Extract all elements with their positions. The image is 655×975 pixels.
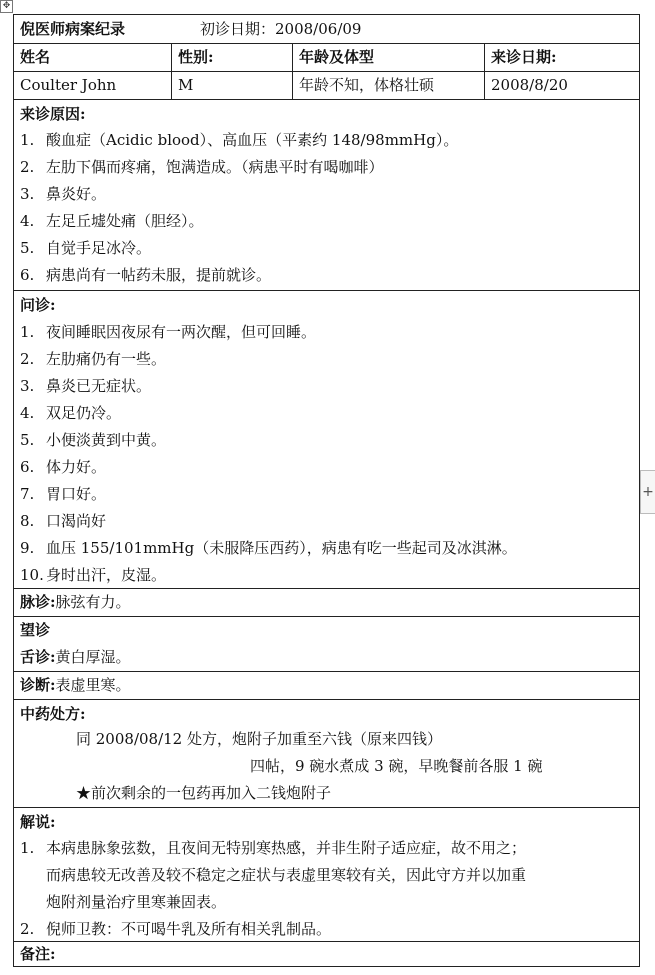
pulse-title: 脉诊:: [20, 593, 56, 611]
title-row: [14, 15, 639, 43]
list-item: 7. 胃口好。: [20, 485, 107, 503]
list-item-continuation: 炮附剂量治疗里寒兼固表。: [46, 893, 227, 911]
table-move-handle-icon[interactable]: ✥: [0, 0, 13, 13]
info-header-row: [14, 43, 639, 71]
prescription-section: [14, 699, 639, 807]
list-item: 8. 口渴尚好: [20, 512, 107, 530]
prescription-line-1: 同 2008/08/12 处方，炮附子加重至六钱（原来四钱）: [76, 730, 442, 748]
name-header: 姓名: [20, 48, 51, 66]
medical-record-table: [13, 14, 640, 967]
tongue-text: 黄白厚湿。: [55, 648, 131, 666]
info-value-row: [14, 71, 639, 99]
tongue-title: 舌诊:: [20, 648, 56, 666]
list-item-continuation: 而病患较无改善及较不稳定之症状与表虚里寒较有关，因此守方并以加重: [46, 866, 527, 884]
diagnosis-title: 诊断:: [20, 676, 56, 694]
notes-section: [14, 941, 639, 968]
notes-title: 备注:: [20, 945, 56, 963]
list-item: 5. 自觉手足冰冷。: [20, 239, 152, 257]
diagnosis-section: [14, 671, 639, 699]
patient-name: Coulter John: [20, 76, 117, 94]
explanation-title: 解说:: [20, 813, 56, 831]
observe-title: 望诊: [20, 621, 51, 639]
reason-title: 来诊原因:: [20, 105, 86, 123]
inquiry-title: 问诊:: [20, 296, 56, 314]
list-item: 1. 夜间睡眠因夜尿有一两次醒，但可回睡。: [20, 323, 317, 341]
reason-section: [14, 99, 639, 290]
diagnosis-text: 表虚里寒。: [55, 676, 131, 694]
list-item: 10. 身时出汗，皮湿。: [20, 566, 167, 584]
pulse-text: 脉弦有力。: [55, 593, 131, 611]
list-item: 6. 体力好。: [20, 458, 107, 476]
list-item: 2. 倪师卫教：不可喝牛乳及所有相关乳制品。: [20, 920, 332, 938]
explanation-section: [14, 807, 639, 941]
visit-date: 2008/8/20: [484, 72, 641, 99]
patient-gender: M: [171, 72, 292, 99]
list-item: 2. 左肋痛仍有一些。: [20, 350, 167, 368]
prescription-line-2: 四帖，9 碗水煮成 3 碗，早晚餐前各服 1 碗: [250, 757, 543, 775]
observe-section: [14, 616, 639, 671]
list-item: 4. 双足仍冷。: [20, 404, 122, 422]
list-item: 1. 本病患脉象弦数，且夜间无特别寒热感，并非生附子适应症，故不用之；: [20, 839, 527, 857]
list-item: 2. 左肋下偶而疼痛，饱满造成。（病患平时有喝咖啡）: [20, 158, 384, 176]
prescription-line-3: ★前次剩余的一包药再加入二钱炮附子: [76, 784, 332, 802]
inquiry-section: [14, 290, 639, 588]
list-item: 5. 小便淡黄到中黄。: [20, 431, 167, 449]
visit-date-header: 来诊日期:: [484, 44, 641, 71]
list-item: 1. 酸血症（Acidic blood）、高血压（平素约 148/98mmHg）。: [20, 131, 459, 149]
list-item: 3. 鼻炎好。: [20, 185, 107, 203]
age-build-header: 年龄及体型: [292, 44, 484, 71]
first-visit-date: 初诊日期：2008/06/09: [200, 20, 362, 38]
patient-age-build: 年龄不知，体格壮硕: [292, 72, 484, 99]
list-item: 6. 病患尚有一帖药未服，提前就诊。: [20, 266, 272, 284]
gender-header: 性别:: [171, 44, 292, 71]
list-item: 4. 左足丘墟处痛（胆经）。: [20, 212, 204, 230]
list-item: 3. 鼻炎已无症状。: [20, 377, 152, 395]
prescription-title: 中药处方:: [20, 705, 86, 723]
list-item: 9. 血压 155/101mmHg（未服降压西药），病患有吃一些起司及冰淇淋。: [20, 539, 517, 557]
add-column-plus-icon[interactable]: +: [640, 470, 655, 514]
record-title: 倪医师病案纪录: [20, 20, 126, 38]
pulse-section: [14, 588, 639, 616]
